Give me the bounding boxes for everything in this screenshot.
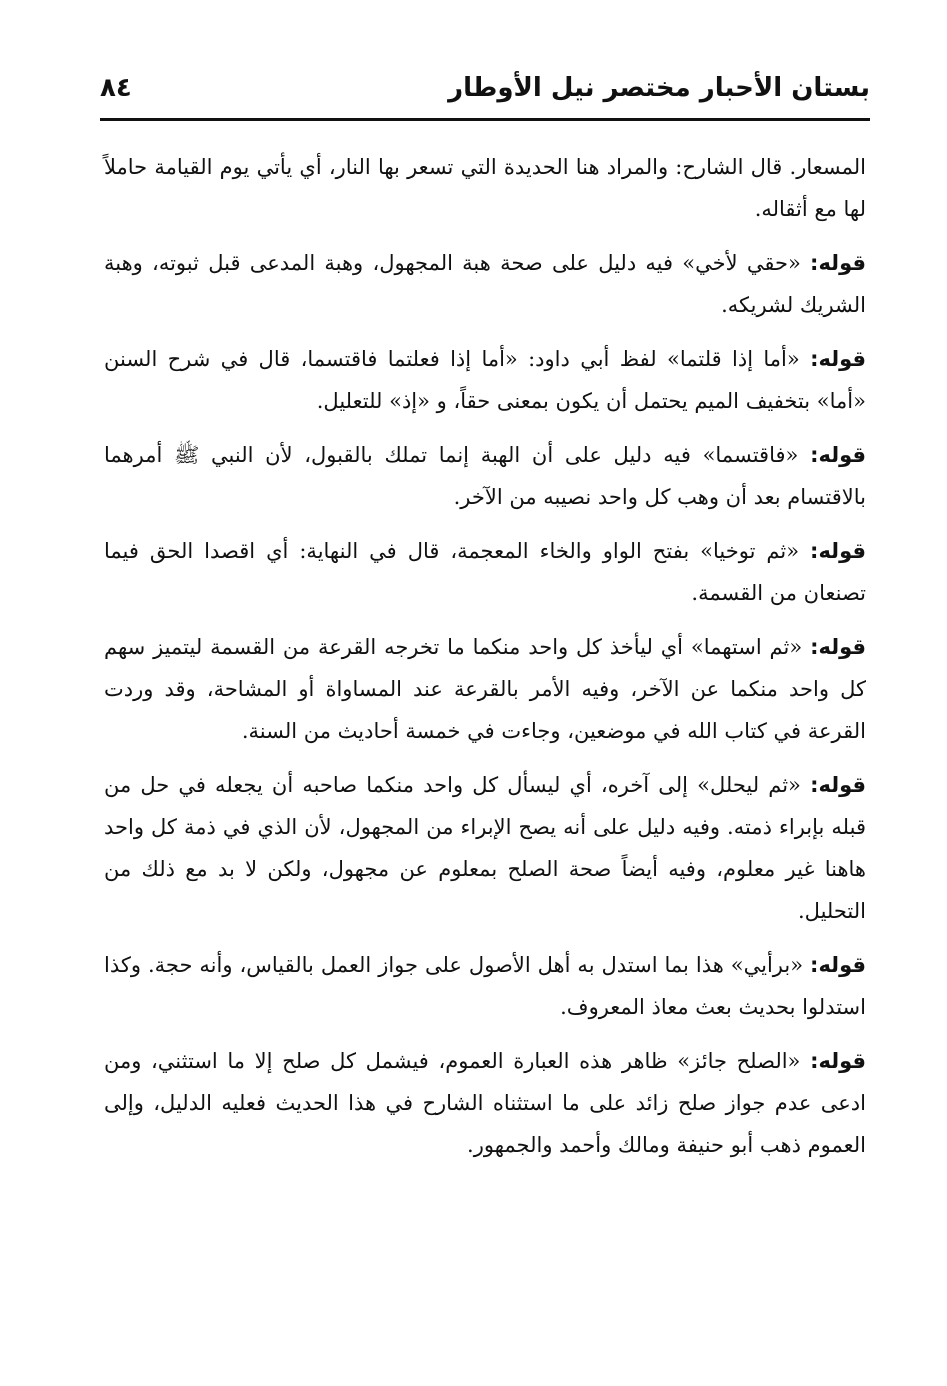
paragraph-text: «أما إذا قلتما» لفظ أبي داود: «أما إذا فعلتما فاقتسما، قال في شرح السنن «أما» بتخفيف الميم يحتمل أن يكون بمعنى حقاً، و «إذ» للتعليل. xyxy=(104,347,866,413)
header-rule xyxy=(100,118,870,121)
paragraph-text: «ثم ليحلل» إلى آخره، أي ليسأل كل واحد منكما صاحبه أن يجعله في حل من قبله بإبراء ذمته. وفيه دليل على أنه يصح الإبراء من المجهول، لأن الذي في ذمة كل واحد هاهنا غير معلوم، وفيه أيضاً صحة الصلح بمعلوم عن مجهول، ولكن لا بد مع ذلك من التحليل. xyxy=(104,773,866,923)
paragraph-2 xyxy=(104,242,866,326)
paragraph-4 xyxy=(104,434,866,518)
paragraph-text: «الصلح جائز» ظاهر هذه العبارة العموم، فيشمل كل صلح إلا ما استثني، ومن ادعى عدم جواز صلح زائد على ما استثناه الشارح في هذا الحديث فعليه الدليل، وإلى العموم ذهب أبو حنيفة ومالك وأحمد والجمهور. xyxy=(104,1049,866,1157)
paragraph-9 xyxy=(104,1040,866,1166)
paragraph-5 xyxy=(104,530,866,614)
paragraph-term: قوله: xyxy=(810,1049,866,1073)
document-page xyxy=(100,0,870,1386)
paragraph-term: قوله: xyxy=(810,635,867,659)
paragraph-text: «ثم توخيا» بفتح الواو والخاء المعجمة، قال في النهاية: أي اقصدا الحق فيما تصنعان من القسمة. xyxy=(104,539,866,605)
paragraph-text: «ثم استهما» أي ليأخذ كل واحد منكما ما تخرجه القرعة من القسمة ليتميز سهم كل واحد منكما عن الآخر، وفيه الأمر بالقرعة عند المساواة أو المشاحة، وقد وردت القرعة في كتاب الله في موضعين، وجاءت في خمسة أحاديث من السنة. xyxy=(104,635,866,743)
paragraph-term: قوله: xyxy=(810,251,866,275)
paragraph-6 xyxy=(104,626,866,752)
paragraph-7 xyxy=(104,764,866,932)
paragraph-3 xyxy=(104,338,866,422)
paragraph-term: قوله: xyxy=(810,953,866,977)
paragraph-text: المسعار. قال الشارح: والمراد هنا الحديدة التي تسعر بها النار، أي يأتي يوم القيامة حاملاً لها مع أثقاله. xyxy=(104,155,866,221)
paragraph-text: «برأيي» هذا بما استدل به أهل الأصول على جواز العمل بالقياس، وأنه حجة. وكذا استدلوا بحديث بعث معاذ المعروف. xyxy=(104,953,866,1019)
paragraph-term: قوله: xyxy=(810,539,866,563)
page-header xyxy=(100,66,870,110)
paragraph-term: قوله: xyxy=(810,773,866,797)
paragraph-term: قوله: xyxy=(810,347,866,371)
page-body xyxy=(104,146,866,1178)
paragraph-term: قوله: xyxy=(810,443,866,467)
running-title: بستان الأحبار مختصر نيل الأوطار xyxy=(448,73,870,103)
paragraph-text: «فاقتسما» فيه دليل على أن الهبة إنما تملك بالقبول، لأن النبي ﷺ أمرهما بالاقتسام بعد أن وهب كل واحد نصيبه من الآخر. xyxy=(104,443,866,509)
page-number: ٨٤ xyxy=(100,73,132,103)
paragraph-text: «حقي لأخي» فيه دليل على صحة هبة المجهول، وهبة المدعى قبل ثبوته، وهبة الشريك لشريكه. xyxy=(104,251,866,317)
paragraph-8 xyxy=(104,944,866,1028)
paragraph-1 xyxy=(104,146,866,230)
